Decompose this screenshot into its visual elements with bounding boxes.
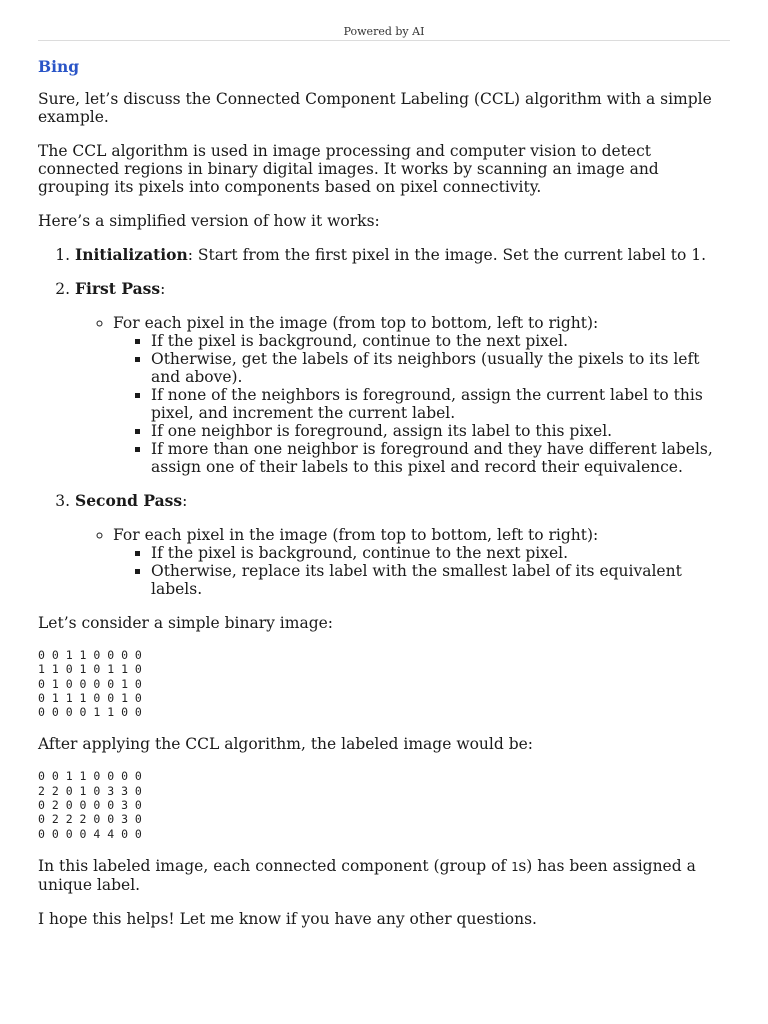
sub-step-text: For each pixel in the image (from top to bottom, left to right): [113,526,599,544]
sub-step-text: For each pixel in the image (from top to bottom, left to right): [113,314,599,332]
labeled-intro-paragraph: After applying the CCL algorithm, the labeled image would be: [38,735,534,754]
author-name: Bing [38,57,80,76]
step-text: : [160,280,166,298]
description-paragraph: The CCL algorithm is used in image processing and computer vision to detect connected regions in binary digital images. It works by scanning an image and grouping its pixels into components based on pixel connectivity. [38,142,659,196]
list-item: ▪ Otherwise, replace its label with the smallest label of its equivalent labels. [151,562,730,598]
closing-paragraph: I hope this helps! Let me know if you have any other questions. [38,909,537,928]
step-title: First Pass [75,279,161,298]
step-text: : [182,492,188,510]
step-text: : Start from the first pixel in the image. Set the current label to 1. [187,246,707,264]
list-item: ▪ If none of the neighbors is foreground, assign the current label to this pixel, and increment the current label. [151,386,730,422]
list-item [113,314,730,476]
powered-by-header: Powered by AI [38,24,730,41]
intro-paragraph: Sure, let’s discuss the Connected Component Labeling (CCL) algorithm with a simple example. [38,90,712,126]
step-title: Second Pass [75,491,183,510]
list-item: ▪ If the pixel is background, continue to the next pixel. [151,332,730,350]
list-item: ▪ If the pixel is background, continue to the next pixel. [151,544,730,562]
conclusion-text: In this labeled image, each connected component (group of [38,856,512,875]
step-first-pass [75,280,730,476]
binary-intro-paragraph: Let’s consider a simple binary image: [38,614,334,632]
list-item [113,526,730,598]
second-pass-sublist [75,526,730,598]
response-content [38,56,730,944]
list-item: ▪ If one neighbor is foreground, assign its label to this pixel. [151,422,730,440]
conclusion-text-end: s) has been assigned a unique label. [38,856,696,894]
step-initialization [75,246,730,264]
how-it-works-paragraph: Here’s a simplified version of how it works: [38,212,380,230]
list-item: ▪ If more than one neighbor is foreground and they have different labels, assign one of their labels to this pixel and record their equivalence. [151,440,730,476]
steps-list [38,246,730,598]
conclusion-paragraph [38,857,730,894]
labeled-image-matrix: 0 0 1 1 0 0 0 0 2 2 0 1 0 3 3 0 0 2 0 0 0 0 3 0 0 2 2 2 0 0 3 0 0 0 0 0 4 4 0 0 [38,769,142,841]
list-item: ▪ Otherwise, get the labels of its neighbors (usually the pixels to its left and above). [151,350,730,386]
first-pass-details [113,332,730,476]
binary-image-matrix: 0 0 1 1 0 0 0 0 1 1 0 1 0 1 1 0 0 1 0 0 0 0 1 0 0 1 1 1 0 0 1 0 0 0 0 0 1 1 0 0 [38,648,142,720]
second-pass-details [113,544,730,598]
first-pass-sublist [75,314,730,476]
step-title: Initialization [75,245,188,264]
inline-code: 1 [511,859,519,874]
step-second-pass [75,492,730,598]
